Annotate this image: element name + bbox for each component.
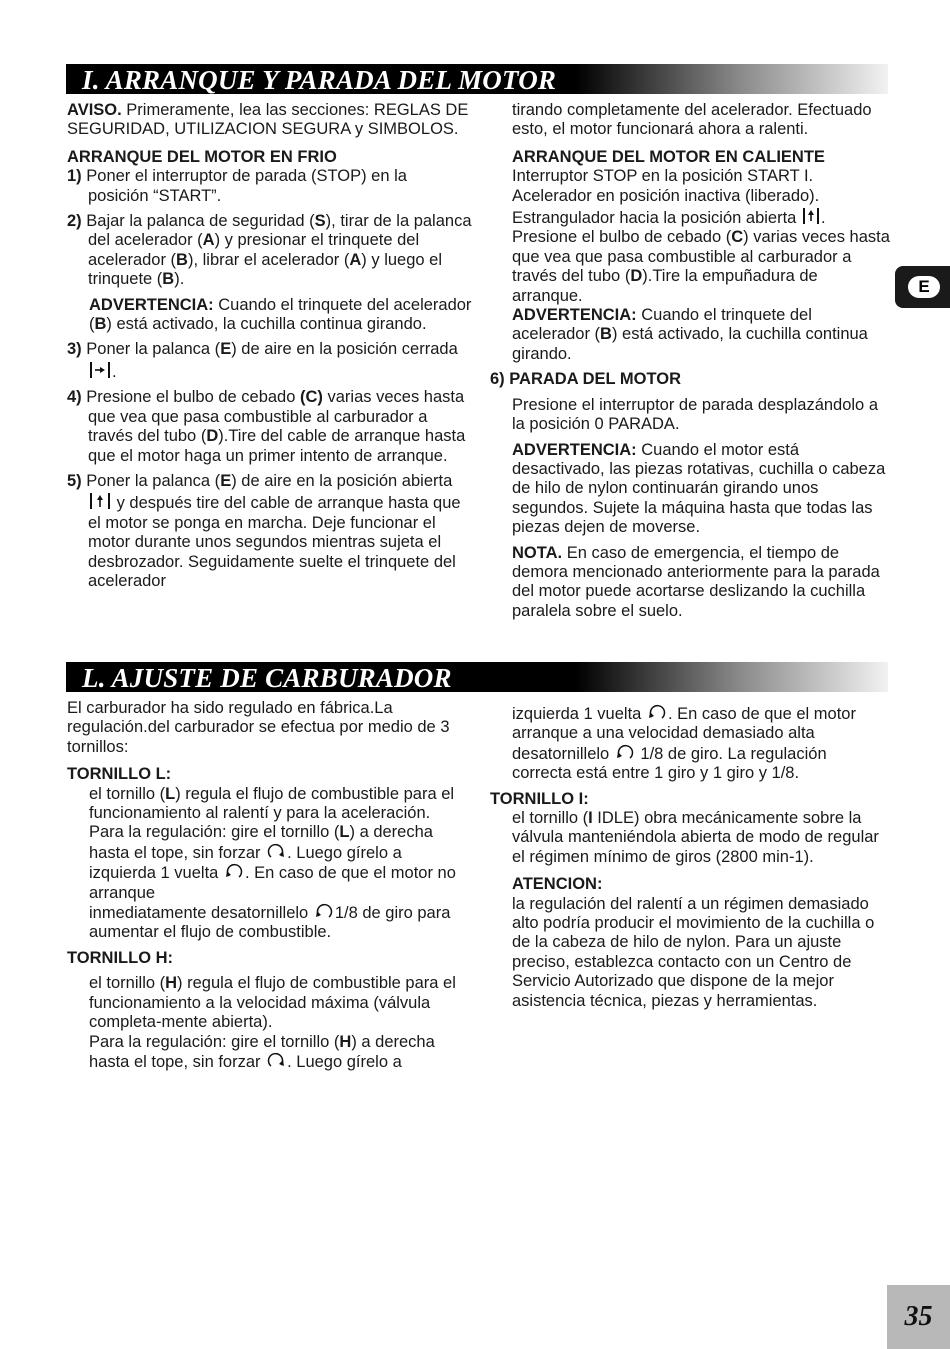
rotate-counterclockwise-icon [313, 903, 335, 921]
page-number: 35 [887, 1285, 950, 1349]
choke-open-icon [801, 206, 821, 226]
caliente-paragraph: Interruptor STOP en la posición START I. Acelerador en posición inactiva (liberado). Estrangulador hacia la posición abierta . Presione el bulbo de cebado (C) varias veces hasta que vea que pasa combustible al carburador a través del tubo (D).Tire la empuñadura de arranque. [512, 167, 890, 305]
step-5: 5) Poner la palanca (E) de aire en la posición abierta y después tire del cable de arranque hasta que el motor se ponga en marcha. Deje funcionar el motor durante unos segundos mientras sujeta el desbrozador. Seguidamente suelte el trinquete del acelerador [67, 471, 461, 590]
atencion-heading: ATENCION: [512, 875, 603, 894]
section-title-arranque: I. ARRANQUE Y PARADA DEL MOTOR [82, 65, 557, 95]
section-title-carburador: L. AJUSTE DE CARBURADOR [82, 663, 452, 693]
choke-open-icon [88, 491, 112, 511]
arranque-left-column [67, 101, 472, 591]
section-banner-carburador [66, 662, 888, 692]
arranque-right-column [490, 101, 890, 621]
advertencia-2: ADVERTENCIA: Cuando el trinquete del acelerador (B) está activado, la cuchilla continua girando. [512, 306, 868, 363]
choke-closed-icon [88, 360, 112, 380]
rotate-counterclockwise-icon [223, 863, 245, 881]
atencion-paragraph: la regulación del ralentí a un régimen demasiado alto podría producir el movimiento de la cuchilla o de la cabeza de hilo de nylon. Para un ajuste preciso, establezca contacto con un Centro de Servicio Autorizado que dispone de la mejor asistencia técnica, piezas y herramientas. [512, 894, 875, 1010]
tornillo-i-heading: TORNILLO I: [490, 789, 589, 808]
step-1: 1) Poner el interruptor de parada (STOP) en la posición “START”. [67, 167, 407, 205]
advertencia-1: ADVERTENCIA: Cuando el trinquete del acelerador (B) está activado, la cuchilla continua girando. [89, 295, 472, 334]
step-5-continuation: tirando completamente del acelerador. Efectuado esto, el motor funcionará ahora a ralenti. [512, 101, 872, 139]
nota-paragraph: NOTA. En caso de emergencia, el tiempo de demora mencionado anteriormente para la parada del motor puede acortarse deslizando la cuchilla paralela sobre el suelo. [512, 543, 880, 620]
frio-heading: ARRANQUE DEL MOTOR EN FRIO [67, 147, 337, 166]
tornillo-h-paragraph: el tornillo (H) regula el flujo de combustible para el funcionamiento a la velocidad máxima (válvula completa-mente abierta). Para la regulación: gire el tornillo (H) a derecha hasta el tope, sin forzar . Luego gírelo a [89, 974, 456, 1071]
step-4: 4) Presione el bulbo de cebado (C) varias veces hasta que vea que pasa combustible al carburador a través del tubo (D).Tire del cable de arranque hasta que el motor haga un primer intento de arranque. [67, 388, 466, 465]
language-tab [895, 266, 950, 308]
rotate-counterclockwise-icon [614, 744, 636, 762]
carburador-intro: El carburador ha sido regulado en fábrica.La regulación.del carburador se efectua por medio de 3 tornillos: [67, 699, 450, 756]
parada-paragraph: Presione el interruptor de parada desplazándolo a la posición 0 PARADA. [512, 395, 878, 434]
rotate-clockwise-icon [265, 1052, 287, 1070]
rotate-clockwise-icon [265, 843, 287, 861]
section-banner-arranque [66, 64, 888, 94]
carburador-left-column [67, 699, 472, 1072]
language-tab-label: E [908, 276, 940, 298]
tornillo-h-continuation: izquierda 1 vuelta . En caso de que el motor arranque a una velocidad demasiado alta desatornillelo 1/8 de giro. La regulación correcta está entre 1 giro y 1 giro y 1/8. [512, 705, 856, 783]
tornillo-h-heading: TORNILLO H: [67, 948, 174, 967]
tornillo-i-paragraph: el tornillo (I IDLE) obra mecánicamente sobre la válvula manteniéndola abierta de modo de regular el régimen mínimo de giros (2800 min-1). [512, 809, 879, 866]
rotate-counterclockwise-icon [646, 704, 668, 722]
aviso-paragraph: AVISO. Primeramente, lea las secciones: REGLAS DE SEGURIDAD, UTILIZACION SEGURA y SIMBOLOS. [67, 101, 469, 139]
carburador-right-column [490, 704, 890, 1011]
step-2: 2) Bajar la palanca de seguridad (S), tirar de la palanca del acelerador (A) y presionar el trinquete del acelerador (B), librar el acelerador (A) y luego el trinquete (B). [67, 212, 472, 289]
tornillo-l-heading: TORNILLO L: [67, 765, 172, 784]
advertencia-3: ADVERTENCIA: Cuando el motor está desactivado, las piezas rotativas, cuchilla o cabeza de hilo de nylon continuarán girando unos segundos. Sujete la máquina hasta que todas las piezas dejen de moverse. [512, 440, 886, 537]
step-3: 3) Poner la palanca (E) de aire en la posición cerrada . [67, 340, 458, 381]
parada-heading: 6) PARADA DEL MOTOR [490, 370, 681, 389]
caliente-heading: ARRANQUE DEL MOTOR EN CALIENTE [512, 147, 825, 166]
tornillo-l-paragraph: el tornillo (L) regula el flujo de combustible para el funcionamiento al ralentí y para la aceleración. Para la regulación: gire el tornillo (L) a derecha hasta el tope, sin forzar . Luego gírelo a izquierda 1 vuelta . En caso de que el motor no arranque inmediatamente desatornillelo 1/8 de giro para aumentar el flujo de combustible. [89, 784, 456, 942]
